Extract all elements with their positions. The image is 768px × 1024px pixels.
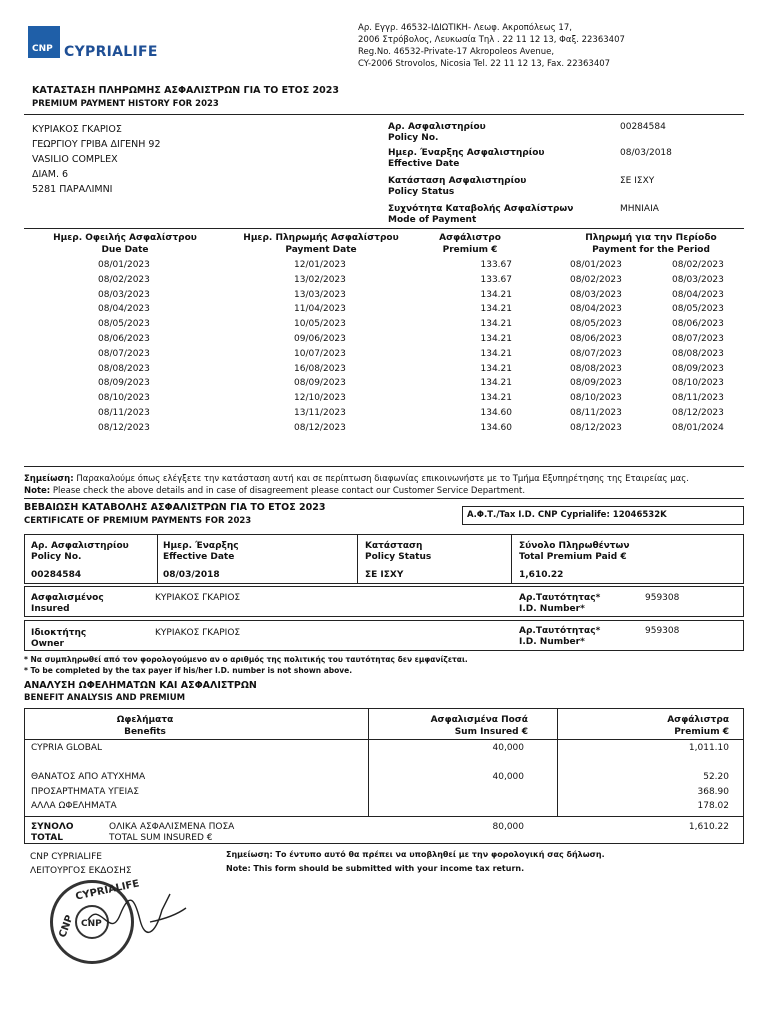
- page-title-gr: ΚΑΤΑΣΤΑΣΗ ΠΛΗΡΩΜΗΣ ΑΣΦΑΛΙΣΤΡΩΝ ΓΙΑ ΤΟ ΕΤΟΣ 2023: [32, 85, 339, 96]
- cert-effective-value: 08/03/2018: [163, 570, 220, 580]
- period-to-cell: 08/04/2023: [672, 289, 724, 300]
- cert-effective-label: Ημερ. Έναρξης Effective Date: [163, 541, 239, 562]
- premium-cell: 134.21: [480, 363, 512, 374]
- address-line: Αρ. Εγγρ. 46532-ΙΔΙΩΤΙΚΗ- Λεωφ. Ακροπόλεως 17,: [358, 23, 572, 33]
- col-benefits: Ωφελήματα Benefits: [116, 715, 174, 737]
- payment-date-cell: 09/06/2023: [294, 334, 346, 344]
- address-line: 5281 ΠΑΡΑΛΙΜΝΙ: [32, 184, 113, 195]
- payment-date-cell: 10/05/2023: [294, 319, 346, 330]
- col-benefit-premium: Ασφάλιστρα Premium €: [667, 715, 729, 737]
- payment-date-cell: 11/04/2023: [294, 304, 346, 315]
- due-date-cell: 08/01/2023: [98, 260, 150, 270]
- due-date-cell: 08/12/2023: [98, 422, 150, 433]
- premium-cell: 134.21: [480, 319, 512, 330]
- premium-cell: 134.21: [480, 348, 512, 359]
- period-to-cell: 08/10/2023: [672, 378, 724, 389]
- due-date-cell: 08/09/2023: [98, 378, 150, 389]
- owner-label: Ιδιοκτήτης Owner: [31, 628, 87, 649]
- owner-id: 959308: [645, 626, 680, 636]
- period-to-cell: 08/11/2023: [672, 393, 724, 404]
- cert-policy-value: 00284584: [31, 570, 82, 580]
- payment-date-cell: 08/09/2023: [294, 378, 346, 389]
- footer-note-gr: Σημείωση: Το έντυπο αυτό θα πρέπει να υποβληθεί με την φορολογική σας δήλωση.: [226, 850, 605, 859]
- period-to-cell: 08/01/2024: [672, 422, 724, 433]
- footer-role: ΛΕΙΤΟΥΡΓΟΣ ΕΚΔΟΣΗΣ: [30, 866, 132, 876]
- total-description: ΟΛΙΚΑ ΑΣΦΑΛΙΣΜΕΝΑ ΠΟΣΑ TOTAL SUM INSURED €: [109, 822, 235, 843]
- benefits-table: [24, 708, 744, 844]
- certificate-summary: [24, 534, 744, 584]
- total-premium: 1,610.22: [688, 822, 729, 832]
- payment-date-cell: 08/12/2023: [294, 422, 346, 433]
- benefit-name: ΑΛΛΑ ΩΦΕΛΗΜΑΤΑ: [31, 801, 117, 811]
- period-to-cell: 08/06/2023: [672, 319, 724, 330]
- note-gr: Σημείωση: Παρακαλούμε όπως ελέγξετε την κατάσταση αυτή και σε περίπτωση διαφωνίας επικοινωνήστε με το Τμήμα Εξυπηρέτησης της Εταιρείας μας.: [24, 474, 689, 484]
- insured-id: 959308: [645, 593, 680, 603]
- period-from-cell: 08/06/2023: [570, 334, 622, 344]
- insured-label: Ασφαλισμένος Insured: [31, 593, 104, 614]
- col-premium: Ασφάλιστρο Premium €: [439, 233, 501, 255]
- premium-cell: 134.21: [480, 334, 512, 344]
- address-line: Reg.No. 46532-Private-17 Akropoleos Avenue,: [358, 47, 555, 57]
- cert-total-label: Σύνολο Πληρωθέντων Total Premium Paid €: [519, 541, 630, 562]
- period-from-cell: 08/11/2023: [570, 408, 622, 418]
- premium-cell: 134.21: [480, 378, 512, 389]
- note-en: Note: Please check the above details and in case of disagreement please contact our Customer Service Department.: [24, 486, 526, 496]
- certificate-title-gr: ΒΕΒΑΙΩΣΗ ΚΑΤΑΒΟΛΗΣ ΑΣΦΑΛΙΣΤΡΩΝ ΓΙΑ ΤΟ ΕΤΟΣ 2023: [24, 502, 326, 513]
- insured-row: [24, 586, 744, 617]
- policyholder-address: [32, 122, 161, 197]
- due-date-cell: 08/11/2023: [98, 408, 150, 418]
- address-line: ΚΥΡΙΑΚΟΣ ΓΚΑΡΙΟΣ: [32, 124, 122, 135]
- benefits-title-en: BENEFIT ANALYSIS AND PREMIUM: [24, 693, 186, 703]
- period-to-cell: 08/02/2023: [672, 260, 724, 270]
- benefit-premium: 52.20: [703, 772, 729, 782]
- period-to-cell: 08/05/2023: [672, 304, 724, 315]
- period-from-cell: 08/02/2023: [570, 274, 622, 285]
- period-from-cell: 08/09/2023: [570, 378, 622, 389]
- benefits-title-gr: ΑΝΑΛΥΣΗ ΩΦΕΛΗΜΑΤΩΝ ΚΑΙ ΑΣΦΑΛΙΣΤΡΩΝ: [24, 680, 257, 691]
- owner-row: [24, 620, 744, 651]
- premium-cell: 133.67: [480, 274, 512, 285]
- owner-id-label: Αρ.Ταυτότητας* I.D. Number*: [519, 626, 601, 647]
- period-from-cell: 08/12/2023: [570, 422, 622, 433]
- address-line: VASILIO COMPLEX: [32, 154, 118, 165]
- insured-name: ΚΥΡΙΑΚΟΣ ΓΚΑΡΙΟΣ: [155, 593, 241, 603]
- page-title-en: PREMIUM PAYMENT HISTORY FOR 2023: [32, 99, 219, 109]
- period-to-cell: 08/08/2023: [672, 348, 724, 359]
- address-line: ΓΕΩΡΓΙΟΥ ΓΡΙΒΑ ΔΙΓΕΝΗ 92: [32, 139, 161, 150]
- period-from-cell: 08/04/2023: [570, 304, 622, 315]
- premium-cell: 134.21: [480, 393, 512, 404]
- tax-id-box: [462, 506, 744, 525]
- col-period: Πληρωμή για την Περίοδο Payment for the Period: [585, 233, 717, 255]
- cert-status-label: Κατάσταση Policy Status: [365, 541, 432, 562]
- period-to-cell: 08/09/2023: [672, 363, 724, 374]
- payment-date-cell: 10/07/2023: [294, 348, 346, 359]
- due-date-cell: 08/04/2023: [98, 304, 150, 315]
- address-line: 2006 Στρόβολος, Λευκωσία Τηλ . 22 11 12 13, Φαξ. 22363407: [358, 35, 625, 45]
- period-from-cell: 08/07/2023: [570, 348, 622, 359]
- policy-status-label: Κατάσταση Ασφαλιστηρίου Policy Status: [388, 176, 527, 197]
- payment-date-cell: 13/11/2023: [294, 408, 346, 418]
- payment-date-cell: 13/02/2023: [294, 274, 346, 285]
- footer-company: CNP CYPRIALIFE: [30, 852, 102, 862]
- effective-date-value: 08/03/2018: [620, 148, 672, 158]
- benefit-premium: 178.02: [697, 801, 729, 811]
- logo-mark: CNP: [28, 26, 60, 58]
- benefit-sum: 40,000: [492, 772, 524, 782]
- address-line: ΔΙΑΜ. 6: [32, 169, 69, 180]
- due-date-cell: 08/02/2023: [98, 274, 150, 285]
- period-to-cell: 08/12/2023: [672, 408, 724, 418]
- cert-total-value: 1,610.22: [519, 570, 564, 580]
- cert-policy-label: Αρ. Ασφαλιστηρίου Policy No.: [31, 541, 129, 562]
- premium-cell: 134.60: [480, 408, 512, 418]
- logo-name: CYPRIALIFE: [64, 44, 158, 60]
- seal-text: CYPRIALIFE: [74, 878, 141, 903]
- policy-status-value: ΣΕ ΙΣΧΥ: [620, 176, 655, 186]
- premium-cell: 134.21: [480, 289, 512, 300]
- due-date-cell: 08/06/2023: [98, 334, 150, 344]
- period-from-cell: 08/01/2023: [570, 260, 622, 270]
- seal-text: CNP: [81, 919, 102, 929]
- payment-mode-label: Συχνότητα Καταβολής Ασφαλίστρων Mode of Payment: [388, 204, 574, 225]
- premium-cell: 133.67: [480, 260, 512, 270]
- benefit-name: ΠΡΟΣΑΡΤΗΜΑΤΑ ΥΓΕΙΑΣ: [31, 787, 139, 797]
- insured-id-label: Αρ.Ταυτότητας* I.D. Number*: [519, 593, 601, 614]
- effective-date-label: Ημερ. Έναρξης Ασφαλιστηρίου Effective Date: [388, 148, 545, 169]
- signature: [80, 880, 190, 950]
- certificate-title-en: CERTIFICATE OF PREMIUM PAYMENTS FOR 2023: [24, 516, 252, 526]
- benefit-name: ΘΑΝΑΤΟΣ ΑΠΟ ΑΤΥΧΗΜΑ: [31, 772, 146, 782]
- footnote-gr: * Να συμπληρωθεί από τον φορολογούμενο αν ο αριθμός της πολιτικής του ταυτότητας δεν εμφανίζεται.: [24, 655, 468, 664]
- footer-note-en: Note: This form should be submitted with your income tax return.: [226, 864, 525, 873]
- payment-date-cell: 12/10/2023: [294, 393, 346, 404]
- period-to-cell: 08/07/2023: [672, 334, 724, 344]
- policy-no-label: Αρ. Ασφαλιστηρίου Policy No.: [388, 122, 486, 143]
- total-sum-insured: 80,000: [492, 822, 524, 832]
- owner-name: ΚΥΡΙΑΚΟΣ ΓΚΑΡΙΟΣ: [155, 628, 241, 638]
- col-due-date: Ημερ. Οφειλής Ασφαλίστρου Due Date: [53, 233, 197, 255]
- due-date-cell: 08/05/2023: [98, 319, 150, 330]
- tax-id: Α.Φ.Τ./Tax I.D. CNP Cyprialife: 12046532K: [467, 510, 667, 520]
- period-from-cell: 08/08/2023: [570, 363, 622, 374]
- col-sum-insured: Ασφαλισμένα Ποσά Sum Insured €: [430, 715, 528, 737]
- premium-cell: 134.60: [480, 422, 512, 433]
- seal-text: CNP: [57, 913, 76, 940]
- policy-no-value: 00284584: [620, 122, 666, 132]
- payment-date-cell: 13/03/2023: [294, 289, 346, 300]
- company-address: [358, 22, 625, 70]
- address-line: CY-2006 Strovolos, Nicosia Tel. 22 11 12 13, Fax. 22363407: [358, 59, 611, 69]
- benefit-name: CYPRIA GLOBAL: [31, 743, 103, 753]
- col-payment-date: Ημερ. Πληρωμής Ασφαλίστρου Payment Date: [243, 233, 399, 255]
- payment-date-cell: 12/01/2023: [294, 260, 346, 270]
- due-date-cell: 08/03/2023: [98, 289, 150, 300]
- benefit-premium: 1,011.10: [688, 743, 729, 753]
- premium-cell: 134.21: [480, 304, 512, 315]
- payment-mode-value: ΜΗΝΙΑΙΑ: [620, 204, 659, 214]
- due-date-cell: 08/07/2023: [98, 348, 150, 359]
- benefit-premium: 368.90: [697, 787, 729, 797]
- period-from-cell: 08/05/2023: [570, 319, 622, 330]
- period-from-cell: 08/10/2023: [570, 393, 622, 404]
- due-date-cell: 08/10/2023: [98, 393, 150, 404]
- payment-date-cell: 16/08/2023: [294, 363, 346, 374]
- cert-status-value: ΣΕ ΙΣΧΥ: [365, 570, 404, 580]
- due-date-cell: 08/08/2023: [98, 363, 150, 374]
- benefit-sum: 40,000: [492, 743, 524, 753]
- total-label: ΣΥΝΟΛΟ TOTAL: [31, 822, 74, 843]
- company-logo: [28, 22, 160, 66]
- footnote-en: * To be completed by the tax payer if his/her I.D. number is not shown above.: [24, 666, 353, 675]
- period-to-cell: 08/03/2023: [672, 274, 724, 285]
- period-from-cell: 08/03/2023: [570, 289, 622, 300]
